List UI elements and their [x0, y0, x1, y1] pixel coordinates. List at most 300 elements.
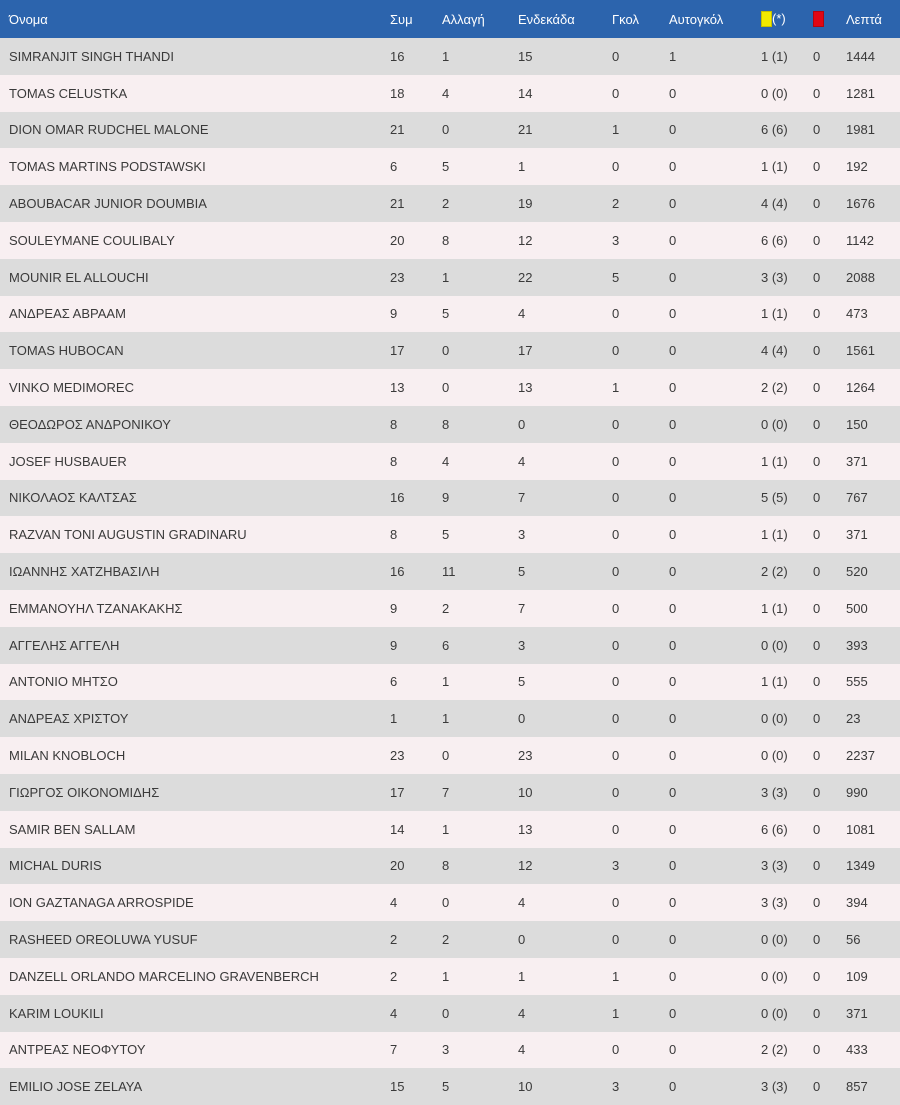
player-goals: 1	[612, 1005, 620, 1021]
player-red: 0	[813, 858, 821, 874]
player-starts: 15	[518, 48, 533, 64]
player-apps: 7	[390, 1042, 398, 1058]
player-apps: 9	[390, 637, 398, 653]
player-sub: 4	[442, 453, 450, 469]
player-minutes: 371	[846, 453, 868, 469]
player-starts: 10	[518, 1079, 533, 1095]
player-red: 0	[813, 821, 821, 837]
player-apps: 16	[390, 48, 405, 64]
player-red: 0	[813, 85, 821, 101]
player-yellow: 0 (0)	[761, 932, 788, 948]
table-row	[0, 774, 900, 811]
player-goals: 3	[612, 232, 620, 248]
table-row	[0, 443, 900, 480]
player-starts: 12	[518, 858, 533, 874]
player-apps: 14	[390, 821, 405, 837]
player-yellow: 3 (3)	[761, 895, 788, 911]
player-minutes: 1444	[846, 48, 875, 64]
player-own-goals: 0	[669, 196, 677, 212]
player-minutes: 394	[846, 895, 868, 911]
table-row	[0, 332, 900, 369]
player-own-goals: 0	[669, 748, 677, 764]
player-red: 0	[813, 196, 821, 212]
player-starts: 3	[518, 527, 526, 543]
player-goals: 0	[612, 48, 620, 64]
player-yellow: 1 (1)	[761, 48, 788, 64]
player-sub: 8	[442, 416, 450, 432]
player-sub: 1	[442, 711, 450, 727]
player-apps: 20	[390, 858, 405, 874]
player-goals: 0	[612, 637, 620, 653]
player-goals: 3	[612, 1079, 620, 1095]
player-sub: 1	[442, 269, 450, 285]
player-sub: 4	[442, 85, 450, 101]
player-yellow: 0 (0)	[761, 637, 788, 653]
player-red: 0	[813, 895, 821, 911]
player-own-goals: 0	[669, 85, 677, 101]
player-minutes: 371	[846, 527, 868, 543]
red-card-icon	[813, 11, 824, 27]
player-starts: 21	[518, 122, 533, 138]
player-sub: 8	[442, 232, 450, 248]
player-apps: 17	[390, 343, 405, 359]
header-yellow-suffix: (*)	[772, 10, 786, 26]
player-name: VINKO MEDIMOREC	[9, 380, 134, 396]
player-starts: 3	[518, 637, 526, 653]
player-goals: 0	[612, 932, 620, 948]
player-name: TOMAS MARTINS PODSTAWSKI	[9, 159, 206, 175]
player-name: JOSEF HUSBAUER	[9, 453, 127, 469]
player-name: SOULEYMANE COULIBALY	[9, 232, 175, 248]
player-sub: 0	[442, 122, 450, 138]
table-row	[0, 700, 900, 737]
player-goals: 3	[612, 858, 620, 874]
player-apps: 16	[390, 564, 405, 580]
player-apps: 21	[390, 196, 405, 212]
player-name: ΑΝΤΡΕΑΣ ΝΕΟΦΥΤΟΥ	[9, 1042, 146, 1058]
player-yellow: 2 (2)	[761, 1042, 788, 1058]
player-apps: 23	[390, 269, 405, 285]
player-goals: 0	[612, 416, 620, 432]
player-name: ΘΕΟΔΩΡΟΣ ΑΝΔΡΟΝΙΚΟΥ	[9, 416, 171, 432]
player-own-goals: 0	[669, 968, 677, 984]
player-name: SAMIR BEN SALLAM	[9, 821, 136, 837]
player-own-goals: 0	[669, 600, 677, 616]
player-minutes: 371	[846, 1005, 868, 1021]
player-yellow: 0 (0)	[761, 748, 788, 764]
player-name: ΓΙΩΡΓΟΣ ΟΙΚΟΝΟΜΙΔΗΣ	[9, 784, 160, 800]
player-red: 0	[813, 453, 821, 469]
player-apps: 6	[390, 159, 398, 175]
player-starts: 1	[518, 159, 526, 175]
player-minutes: 857	[846, 1079, 868, 1095]
player-sub: 0	[442, 380, 450, 396]
player-minutes: 393	[846, 637, 868, 653]
player-minutes: 990	[846, 784, 868, 800]
player-own-goals: 0	[669, 527, 677, 543]
player-minutes: 473	[846, 306, 868, 322]
player-sub: 1	[442, 821, 450, 837]
player-starts: 5	[518, 674, 526, 690]
player-yellow: 4 (4)	[761, 196, 788, 212]
player-apps: 6	[390, 674, 398, 690]
player-own-goals: 0	[669, 122, 677, 138]
player-yellow: 0 (0)	[761, 85, 788, 101]
player-red: 0	[813, 748, 821, 764]
player-red: 0	[813, 564, 821, 580]
player-yellow: 2 (2)	[761, 564, 788, 580]
player-red: 0	[813, 932, 821, 948]
player-red: 0	[813, 674, 821, 690]
player-yellow: 0 (0)	[761, 1005, 788, 1021]
player-red: 0	[813, 269, 821, 285]
player-apps: 20	[390, 232, 405, 248]
table-row	[0, 958, 900, 995]
player-red: 0	[813, 637, 821, 653]
player-own-goals: 0	[669, 232, 677, 248]
player-own-goals: 0	[669, 269, 677, 285]
player-own-goals: 0	[669, 821, 677, 837]
header-apps[interactable]: Συμ	[390, 11, 413, 27]
player-own-goals: 0	[669, 380, 677, 396]
table-row	[0, 406, 900, 443]
table-row	[0, 369, 900, 406]
player-sub: 2	[442, 932, 450, 948]
player-apps: 8	[390, 453, 398, 469]
player-minutes: 56	[846, 932, 861, 948]
table-row	[0, 737, 900, 774]
player-name: ΝΙΚΟΛΑΟΣ ΚΑΛΤΣΑΣ	[9, 490, 137, 506]
player-own-goals: 0	[669, 711, 677, 727]
player-sub: 9	[442, 490, 450, 506]
table-row	[0, 259, 900, 296]
player-starts: 4	[518, 1005, 526, 1021]
player-name: DANZELL ORLANDO MARCELINO GRAVENBERCH	[9, 968, 319, 984]
player-minutes: 1281	[846, 85, 875, 101]
player-minutes: 2237	[846, 748, 875, 764]
player-own-goals: 0	[669, 416, 677, 432]
player-red: 0	[813, 968, 821, 984]
player-starts: 7	[518, 600, 526, 616]
player-apps: 23	[390, 748, 405, 764]
player-name: DION OMAR RUDCHEL MALONE	[9, 122, 209, 138]
player-sub: 1	[442, 674, 450, 690]
table-row	[0, 38, 900, 75]
header-name[interactable]: Όνομα	[9, 11, 48, 27]
player-goals: 0	[612, 306, 620, 322]
player-goals: 0	[612, 784, 620, 800]
header-starts[interactable]: Ενδεκάδα	[518, 11, 575, 27]
player-own-goals: 0	[669, 637, 677, 653]
player-own-goals: 0	[669, 159, 677, 175]
player-own-goals: 0	[669, 1079, 677, 1095]
player-starts: 13	[518, 821, 533, 837]
player-starts: 0	[518, 416, 526, 432]
player-own-goals: 0	[669, 895, 677, 911]
player-goals: 0	[612, 600, 620, 616]
player-starts: 13	[518, 380, 533, 396]
player-minutes: 2088	[846, 269, 875, 285]
player-sub: 5	[442, 306, 450, 322]
player-apps: 17	[390, 784, 405, 800]
player-goals: 0	[612, 490, 620, 506]
player-sub: 8	[442, 858, 450, 874]
player-apps: 18	[390, 85, 405, 101]
player-starts: 4	[518, 1042, 526, 1058]
table-row	[0, 811, 900, 848]
player-name: ABOUBACAR JUNIOR DOUMBIA	[9, 196, 207, 212]
player-sub: 1	[442, 48, 450, 64]
player-name: RASHEED OREOLUWA YUSUF	[9, 932, 198, 948]
table-row	[0, 75, 900, 112]
player-goals: 0	[612, 1042, 620, 1058]
player-sub: 3	[442, 1042, 450, 1058]
player-sub: 5	[442, 159, 450, 175]
player-yellow: 3 (3)	[761, 1079, 788, 1095]
player-name: MICHAL DURIS	[9, 858, 102, 874]
player-name: ΙΩΑΝΝΗΣ ΧΑΤΖΗΒΑΣΙΛΗ	[9, 564, 160, 580]
player-apps: 8	[390, 416, 398, 432]
player-starts: 4	[518, 895, 526, 911]
table-row	[0, 553, 900, 590]
player-name: ΑΝΤΟΝΙΟ ΜΗΤΣΟ	[9, 674, 118, 690]
player-own-goals: 0	[669, 343, 677, 359]
player-yellow: 1 (1)	[761, 306, 788, 322]
player-red: 0	[813, 122, 821, 138]
player-own-goals: 0	[669, 1005, 677, 1021]
player-red: 0	[813, 600, 821, 616]
player-minutes: 1561	[846, 343, 875, 359]
player-minutes: 1981	[846, 122, 875, 138]
player-name: ΑΓΓΕΛΗΣ ΑΓΓΕΛΗ	[9, 637, 120, 653]
player-yellow: 3 (3)	[761, 858, 788, 874]
table-row	[0, 1032, 900, 1069]
player-red: 0	[813, 527, 821, 543]
player-own-goals: 0	[669, 490, 677, 506]
player-minutes: 1264	[846, 380, 875, 396]
table-row	[0, 222, 900, 259]
player-starts: 0	[518, 932, 526, 948]
table-row	[0, 884, 900, 921]
player-yellow: 0 (0)	[761, 968, 788, 984]
player-red: 0	[813, 1042, 821, 1058]
player-own-goals: 0	[669, 784, 677, 800]
player-apps: 21	[390, 122, 405, 138]
player-name: KARIM LOUKILI	[9, 1005, 104, 1021]
player-sub: 0	[442, 1005, 450, 1021]
player-goals: 0	[612, 527, 620, 543]
player-starts: 5	[518, 564, 526, 580]
player-sub: 2	[442, 600, 450, 616]
player-minutes: 500	[846, 600, 868, 616]
player-starts: 19	[518, 196, 533, 212]
player-own-goals: 0	[669, 306, 677, 322]
player-own-goals: 0	[669, 858, 677, 874]
player-yellow: 6 (6)	[761, 232, 788, 248]
player-sub: 5	[442, 527, 450, 543]
player-goals: 0	[612, 674, 620, 690]
table-row	[0, 921, 900, 958]
player-red: 0	[813, 416, 821, 432]
player-goals: 2	[612, 196, 620, 212]
player-apps: 4	[390, 895, 398, 911]
player-apps: 16	[390, 490, 405, 506]
player-own-goals: 0	[669, 1042, 677, 1058]
table-row	[0, 848, 900, 885]
player-starts: 17	[518, 343, 533, 359]
player-minutes: 1081	[846, 821, 875, 837]
player-apps: 15	[390, 1079, 405, 1095]
player-red: 0	[813, 1005, 821, 1021]
player-yellow: 1 (1)	[761, 600, 788, 616]
player-red: 0	[813, 48, 821, 64]
player-name: MOUNIR EL ALLOUCHI	[9, 269, 149, 285]
table-row	[0, 112, 900, 149]
player-starts: 4	[518, 306, 526, 322]
player-starts: 4	[518, 453, 526, 469]
player-name: ION GAZTANAGA ARROSPIDE	[9, 895, 194, 911]
player-minutes: 767	[846, 490, 868, 506]
player-sub: 11	[442, 564, 456, 580]
player-sub: 1	[442, 968, 450, 984]
player-name: SIMRANJIT SINGH THANDI	[9, 48, 174, 64]
player-apps: 8	[390, 527, 398, 543]
player-yellow: 1 (1)	[761, 527, 788, 543]
player-own-goals: 0	[669, 564, 677, 580]
player-red: 0	[813, 490, 821, 506]
table-row	[0, 480, 900, 517]
player-red: 0	[813, 784, 821, 800]
player-yellow: 4 (4)	[761, 343, 788, 359]
player-minutes: 192	[846, 159, 868, 175]
player-minutes: 23	[846, 711, 861, 727]
player-starts: 14	[518, 85, 533, 101]
player-starts: 1	[518, 968, 526, 984]
player-goals: 0	[612, 85, 620, 101]
player-sub: 2	[442, 196, 450, 212]
player-goals: 0	[612, 711, 620, 727]
player-name: RAZVAN TONI AUGUSTIN GRADINARU	[9, 527, 247, 543]
player-minutes: 1676	[846, 196, 875, 212]
player-minutes: 150	[846, 416, 868, 432]
table-row	[0, 590, 900, 627]
player-yellow: 6 (6)	[761, 122, 788, 138]
player-name: MILAN KNOBLOCH	[9, 748, 126, 764]
table-row	[0, 185, 900, 222]
player-red: 0	[813, 232, 821, 248]
player-apps: 1	[390, 711, 398, 727]
player-sub: 0	[442, 748, 450, 764]
player-minutes: 109	[846, 968, 868, 984]
table-row	[0, 296, 900, 333]
player-own-goals: 0	[669, 453, 677, 469]
player-goals: 1	[612, 968, 620, 984]
player-apps: 2	[390, 932, 398, 948]
player-sub: 5	[442, 1079, 450, 1095]
player-starts: 22	[518, 269, 533, 285]
header-minutes[interactable]: Λεπτά	[846, 11, 882, 27]
player-name: ΑΝΔΡΕΑΣ ΧΡΙΣΤΟΥ	[9, 711, 129, 727]
table-row	[0, 148, 900, 185]
player-red: 0	[813, 159, 821, 175]
player-yellow: 0 (0)	[761, 711, 788, 727]
player-minutes: 555	[846, 674, 868, 690]
player-own-goals: 0	[669, 674, 677, 690]
player-apps: 9	[390, 600, 398, 616]
table-row	[0, 516, 900, 553]
player-sub: 6	[442, 637, 450, 653]
player-yellow: 0 (0)	[761, 416, 788, 432]
player-yellow: 3 (3)	[761, 269, 788, 285]
player-yellow: 6 (6)	[761, 821, 788, 837]
table-row	[0, 1068, 900, 1105]
player-yellow: 5 (5)	[761, 490, 788, 506]
player-minutes: 520	[846, 564, 868, 580]
header-goals[interactable]: Γκολ	[612, 11, 639, 27]
player-goals: 0	[612, 895, 620, 911]
player-goals: 0	[612, 453, 620, 469]
player-name: EMILIO JOSE ZELAYA	[9, 1079, 143, 1095]
player-sub: 0	[442, 343, 450, 359]
player-minutes: 1349	[846, 858, 875, 874]
player-red: 0	[813, 380, 821, 396]
table-body	[0, 38, 900, 1105]
player-own-goals: 0	[669, 932, 677, 948]
player-starts: 12	[518, 232, 533, 248]
player-red: 0	[813, 306, 821, 322]
player-name: TOMAS HUBOCAN	[9, 343, 124, 359]
header-own-goals[interactable]: Αυτογκόλ	[669, 11, 724, 27]
player-starts: 0	[518, 711, 526, 727]
player-goals: 0	[612, 159, 620, 175]
table-row	[0, 995, 900, 1032]
table-header-row	[0, 0, 900, 38]
player-name: TOMAS CELUSTKA	[9, 85, 128, 101]
player-starts: 10	[518, 784, 533, 800]
player-apps: 4	[390, 1005, 398, 1021]
player-yellow: 1 (1)	[761, 159, 788, 175]
player-starts: 7	[518, 490, 526, 506]
player-name: ΕΜΜΑΝΟΥΗΛ ΤΖΑΝΑΚΑΚΗΣ	[9, 600, 183, 616]
player-apps: 2	[390, 968, 398, 984]
player-minutes: 1142	[846, 232, 874, 248]
player-goals: 0	[612, 821, 620, 837]
player-yellow: 3 (3)	[761, 784, 788, 800]
player-sub: 0	[442, 895, 450, 911]
player-goals: 0	[612, 748, 620, 764]
player-red: 0	[813, 1079, 821, 1095]
yellow-card-icon	[761, 11, 772, 27]
player-goals: 0	[612, 343, 620, 359]
header-sub[interactable]: Αλλαγή	[442, 11, 485, 27]
player-goals: 1	[612, 380, 620, 396]
table-row	[0, 664, 900, 701]
header-yellow[interactable]	[761, 0, 813, 38]
player-name: ΑΝΔΡΕΑΣ ΑΒΡΑΑΜ	[9, 306, 126, 322]
player-yellow: 2 (2)	[761, 380, 788, 396]
player-yellow: 1 (1)	[761, 453, 788, 469]
player-apps: 13	[390, 380, 405, 396]
player-minutes: 433	[846, 1042, 868, 1058]
header-red[interactable]	[813, 0, 846, 38]
player-goals: 5	[612, 269, 620, 285]
player-starts: 23	[518, 748, 533, 764]
table-row	[0, 627, 900, 664]
player-own-goals: 1	[669, 48, 677, 64]
player-goals: 0	[612, 564, 620, 580]
player-goals: 1	[612, 122, 620, 138]
player-apps: 9	[390, 306, 398, 322]
